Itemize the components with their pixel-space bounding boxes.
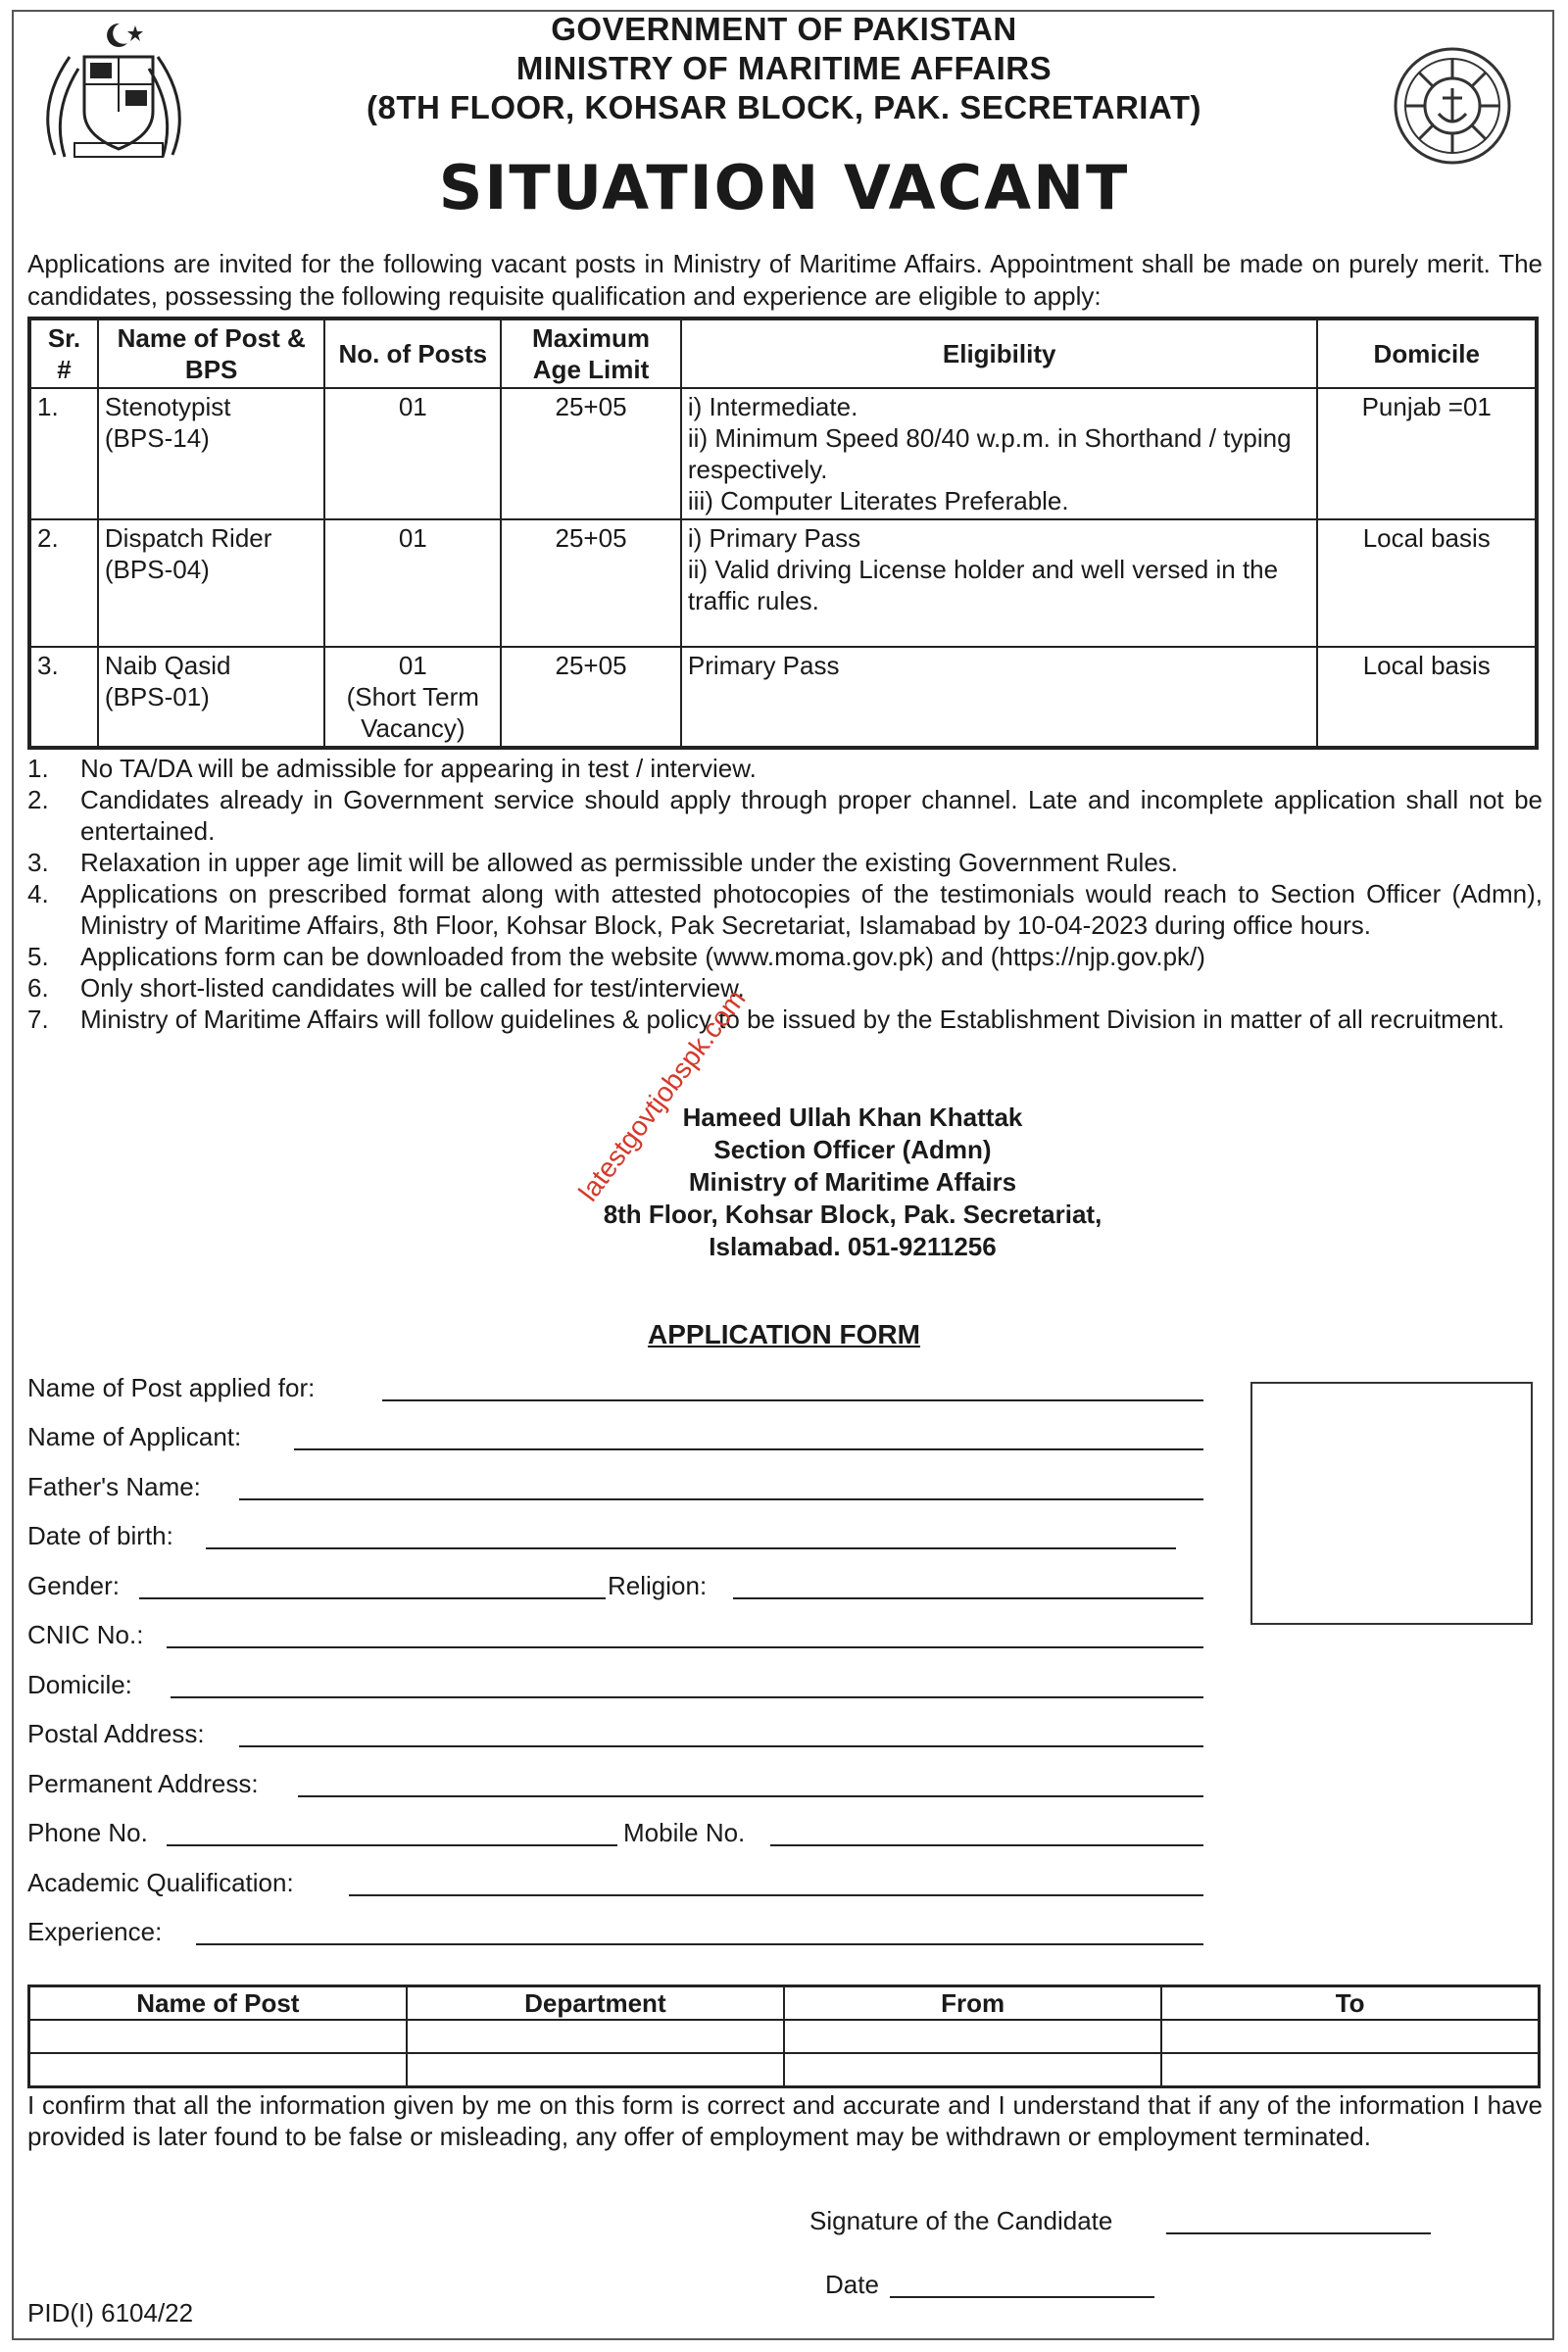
label-cnic: CNIC No.: [27,1620,144,1649]
date-field[interactable] [890,2296,1154,2298]
application-form-title: APPLICATION FORM [648,1319,920,1349]
header-age-limit: Maximum Age Limit [501,318,681,388]
list-item [27,1004,1543,1035]
exp-cell[interactable] [784,2020,1161,2053]
header-government: GOVERNMENT OF PAKISTAN [551,11,1017,47]
vacancy-table [27,317,1539,750]
list-item [27,847,1543,878]
header-address: (8TH FLOOR, KOHSAR BLOCK, PAK. SECRETARIAT) [367,89,1201,125]
list-number: 7. [27,1004,49,1034]
label-signature: Signature of the Candidate [809,2206,1113,2235]
dob-field[interactable] [206,1547,1176,1549]
post-name: Dispatch Rider [104,523,272,553]
photo-box[interactable] [1250,1382,1533,1625]
declaration-text: I confirm that all the information given by me on this form is correct and accurate and I understand that if any of the information I have provided is later found to be false or misleading, any offer of employment may be withdrawn or employment terminated. [27,2090,1543,2151]
table-row [29,388,1537,519]
table-row [29,647,1537,748]
watermark: latestgovtjobspk.com [572,983,752,1207]
list-item [27,878,1543,941]
post-bps: (BPS-14) [104,423,210,453]
cnic-field[interactable] [167,1646,1203,1648]
cell-sr: 1. [29,388,98,519]
list-number: 4. [27,879,49,908]
list-item [27,972,1543,1004]
signature-field[interactable] [1166,2232,1431,2234]
header-domicile: Domicile [1317,318,1537,388]
list-number: 6. [27,973,49,1003]
post-name: Stenotypist [104,392,231,421]
header-exp-post: Name of Post [29,1986,407,2021]
label-experience: Experience: [27,1917,163,1946]
header-exp-to: To [1161,1986,1539,2021]
header-sr: Sr. # [29,318,98,388]
label-mobile: Mobile No. [623,1818,746,1847]
pid-number: PID(I) 6104/22 [27,2298,194,2328]
posts-count: 01 [398,651,427,680]
cell-sr: 2. [29,519,98,647]
eligibility-item: i) Primary Pass [687,523,861,553]
cell-posts [324,647,501,748]
label-religion: Religion: [608,1571,708,1600]
eligibility-item: Primary Pass [687,651,840,680]
post-name: Naib Qasid [104,651,231,680]
signature-block [0,1102,1568,1263]
label-phone: Phone No. [27,1818,148,1847]
header-exp-from: From [784,1986,1161,2021]
exp-cell[interactable] [29,2020,407,2053]
list-number: 2. [27,785,49,814]
domicile-field[interactable] [171,1696,1203,1698]
label-postal: Postal Address: [27,1719,205,1748]
list-text: Applications form can be downloaded from the website (www.moma.gov.pk) and (https://njp.gov.pk/) [80,942,1205,971]
exp-cell[interactable] [1161,2020,1539,2053]
cell-post [98,388,325,519]
list-item [27,941,1543,972]
list-number: 1. [27,754,49,783]
header-post: Name of Post & BPS [98,318,325,388]
exp-cell[interactable] [29,2053,407,2087]
father-name-field[interactable] [239,1498,1203,1500]
permanent-address-field[interactable] [298,1795,1203,1797]
cell-age: 25+05 [501,388,681,519]
officer-phone: Islamabad. 051-9211256 [709,1232,997,1261]
officer-ministry: Ministry of Maritime Affairs [688,1167,1017,1197]
label-permanent: Permanent Address: [27,1769,259,1798]
officer-name: Hameed Ullah Khan Khattak [682,1102,1023,1132]
officer-address: 8th Floor, Kohsar Block, Pak. Secretariat, [603,1200,1102,1229]
cell-domicile: Punjab =01 [1317,388,1537,519]
experience-table [27,1984,1541,2088]
label-domicile: Domicile: [27,1670,132,1699]
religion-field[interactable] [733,1597,1203,1599]
cell-post [98,647,325,748]
exp-cell[interactable] [784,2053,1161,2087]
label-date: Date [825,2270,879,2299]
posts-note: (Short Term Vacancy) [346,682,479,743]
list-item [27,784,1543,847]
posts-count: 01 [398,523,427,553]
header [0,10,1568,127]
mobile-field[interactable] [770,1844,1203,1846]
eligibility-item: i) Intermediate. [687,392,858,421]
header-ministry: MINISTRY OF MARITIME AFFAIRS [515,50,1053,86]
applicant-name-field[interactable] [294,1448,1203,1450]
cell-post [98,519,325,647]
exp-cell[interactable] [407,2020,784,2053]
post-bps: (BPS-04) [104,555,210,584]
cell-domicile: Local basis [1317,519,1537,647]
list-text: Candidates already in Government service should apply through proper channel. Late and incomplete application shall not be entertained. [80,785,1543,846]
table-row [29,519,1537,647]
eligibility-item: ii) Minimum Speed 80/40 w.p.m. in Shorthand / typing respectively. [687,423,1292,484]
cell-eligibility [681,519,1318,647]
post-applied-field[interactable] [382,1399,1203,1401]
posts-count: 01 [398,392,427,421]
academic-qualification-field[interactable] [349,1894,1203,1896]
eligibility-item: ii) Valid driving License holder and well versed in the traffic rules. [687,555,1279,615]
cell-sr: 3. [29,647,98,748]
list-number: 3. [27,848,49,877]
cell-posts [324,388,501,519]
label-gender: Gender: [27,1571,120,1600]
label-post-applied: Name of Post applied for: [27,1373,316,1402]
list-text: Applications on prescribed format along with attested photocopies of the testimonials would reach to Section Officer (Admn), Ministry of Maritime Affairs, 8th Floor, Kohsar Block, Pak Secretariat, Islamabad by 10-04-2023 during office hours. [80,879,1543,940]
list-text: No TA/DA will be admissible for appearing in test / interview. [80,754,757,783]
exp-cell[interactable] [407,2053,784,2087]
exp-cell[interactable] [1161,2053,1539,2087]
table-row [29,2020,1540,2053]
table-row [29,2053,1540,2087]
header-exp-department: Department [407,1986,784,2021]
postal-address-field[interactable] [239,1745,1203,1747]
list-number: 5. [27,942,49,971]
label-academic: Academic Qualification: [27,1868,294,1897]
gender-field[interactable] [139,1597,606,1599]
label-father: Father's Name: [27,1472,201,1501]
terms-list [27,753,1543,1035]
cell-eligibility [681,647,1318,748]
experience-field[interactable] [196,1943,1203,1945]
intro-paragraph: Applications are invited for the following vacant posts in Ministry of Maritime Affairs. Appointment shall be made on purely merit. The candidates, possessing the following requisite qualification and experience are eligible to apply: [27,249,1543,311]
list-text: Only short-listed candidates will be called for test/interview. [80,973,745,1003]
cell-domicile: Local basis [1317,647,1537,748]
cell-posts [324,519,501,647]
cell-age: 25+05 [501,519,681,647]
list-text: Ministry of Maritime Affairs will follow guidelines & policy to be issued by the Establishment Division in matter of all recruitment. [80,1004,1505,1034]
eligibility-item: iii) Computer Literates Preferable. [687,486,1069,515]
cell-eligibility [681,388,1318,519]
label-applicant: Name of Applicant: [27,1422,242,1451]
header-eligibility: Eligibility [681,318,1318,388]
page-title: SITUATION VACANT [438,152,1130,223]
header-no-of-posts: No. of Posts [324,318,501,388]
list-text: Relaxation in upper age limit will be allowed as permissible under the existing Government Rules. [80,848,1179,877]
list-item [27,753,1543,784]
post-bps: (BPS-01) [104,682,210,711]
phone-field[interactable] [167,1844,617,1846]
cell-age: 25+05 [501,647,681,748]
officer-designation: Section Officer (Admn) [713,1135,992,1164]
label-dob: Date of birth: [27,1521,173,1550]
